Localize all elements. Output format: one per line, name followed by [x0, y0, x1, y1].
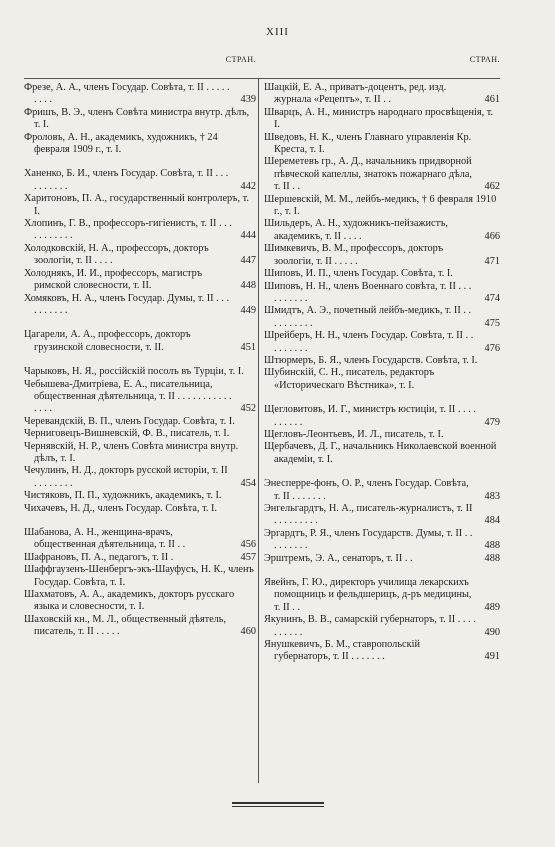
entry-text: Щербачевъ, Д. Г., начальникъ Николаевской военной академіи, т. I.: [264, 441, 497, 465]
index-entry: [24, 82, 256, 107]
entry-text: Эрштремъ, Э. А., сенаторъ, т. II . .: [264, 552, 413, 564]
left-col-header: СТРАН.: [225, 55, 256, 64]
entry-page-number: 483: [484, 490, 500, 502]
entry-text: Шимкевичъ, В. М., профессоръ, докторъ зоологіи, т. II . . . . .: [264, 243, 444, 267]
index-entry: [24, 218, 256, 243]
index-entry: [24, 329, 256, 354]
index-entry: [264, 553, 500, 565]
index-entry: [264, 503, 500, 528]
entry-page-number: 460: [240, 626, 256, 638]
entry-page-number: 461: [484, 94, 500, 106]
bottom-rule: [232, 802, 324, 804]
index-entry: [264, 156, 500, 193]
index-entry: [24, 293, 256, 318]
entry-gap: [264, 392, 500, 404]
entry-page-number: 488: [484, 552, 500, 564]
entry-page-number: 447: [240, 255, 256, 267]
index-entry: [24, 379, 256, 416]
index-entry: [24, 527, 256, 552]
index-entry: [24, 589, 256, 614]
entry-text: Шафрановъ, П. А., педагогъ, т. II .: [24, 551, 174, 563]
entry-text: Чебышева-Дмитріева, Е. А., писательница, общественная дѣятельница, т. II . . . . . . . . . . . . . . .: [24, 378, 232, 415]
entry-text: Чистяковъ, П. П., художникъ, академикъ, т. I.: [24, 490, 222, 502]
index-entry: [24, 503, 256, 515]
entry-text: Шахматовъ, А. А., академикъ, докторъ русскаго языка и словесности, т. I.: [24, 589, 235, 613]
entry-page-number: 489: [484, 601, 500, 613]
entry-page-number: 488: [484, 540, 500, 552]
entry-text: Шаховскій кн., М. Л., общественный дѣятель, писатель, т. II . . . . .: [24, 613, 227, 638]
entry-page-number: 474: [484, 292, 500, 304]
index-entry: [264, 305, 500, 330]
entry-page-number: 444: [240, 230, 256, 242]
index-entry: [24, 132, 256, 157]
entry-page-number: 484: [484, 515, 500, 527]
index-entry: [24, 193, 256, 218]
entry-text: Шабанова, А. Н., женщина-врачъ, общественная дѣятельница, т. II . .: [24, 527, 186, 551]
entry-page-number: 466: [484, 230, 500, 242]
index-entry: [264, 429, 500, 441]
entry-text: Ханенко, Б. И., членъ Государ. Совѣта, т. II . . . . . . . . . .: [24, 168, 229, 192]
entry-text: Штюрмеръ, Б. Я., членъ Государств. Совѣта, т. I.: [264, 354, 478, 366]
entry-text: Шереметевъ гр., А. Д., начальникъ придворной пѣвческой капеллы, знатокъ пожарнаго дѣла, т. II . .: [264, 156, 472, 193]
entry-page-number: 479: [484, 416, 500, 428]
index-entry: [264, 243, 500, 268]
entry-text: Шершевскій, М. М., лейбъ-медикъ, † 6 февраля 1910 г., т. I.: [264, 193, 497, 218]
index-entry: [24, 490, 256, 502]
entry-page-number: 451: [240, 341, 256, 353]
entry-gap: [24, 515, 256, 527]
index-entry: [264, 218, 500, 243]
entry-text: Фришъ, В. Э., членъ Совѣта министра внутр. дѣлъ, т. I.: [24, 106, 250, 131]
entry-text: Хомяковъ, Н. А., членъ Государ. Думы, т. II . . . . . . . . . .: [24, 292, 230, 316]
entry-text: Шацкій, Е. А., приватъ-доцентъ, ред. изд. журнала «Рецептъ», т. II . .: [264, 82, 447, 106]
entry-page-number: 462: [484, 181, 500, 193]
entry-text: Энгельгардтъ, Н. А., писатель-журналистъ, т. II . . . . . . . . .: [264, 503, 473, 527]
entry-page-number: 475: [484, 317, 500, 329]
entry-text: Шведовъ, Н. К., членъ Главнаго управленія Кр. Креста, т. I.: [264, 131, 472, 156]
index-entry: [264, 355, 500, 367]
entry-page-number: 454: [240, 477, 256, 489]
index-entry: [264, 281, 500, 306]
entry-page-number: 448: [240, 280, 256, 292]
index-entry: [264, 367, 500, 392]
index-entry: [264, 639, 500, 664]
entry-text: Энесперре-фонъ, О. Р., членъ Государ. Совѣта, т. II . . . . . . .: [264, 478, 469, 502]
entry-text: Шварцъ, А. Н., министръ народнаго просвѣщенія, т. I.: [264, 106, 494, 131]
entry-page-number: 452: [240, 403, 256, 415]
right-column: [264, 55, 500, 664]
entry-gap: [24, 156, 256, 168]
page-number: XIII: [266, 26, 289, 38]
entry-text: Щегловитовъ, И. Г., министръ юстиціи, т. II . . . . . . . . . .: [264, 404, 476, 428]
index-entry: [264, 478, 500, 503]
entry-text: Шубинскій, С. Н., писатель, редакторъ «Историческаго Вѣстника», т. I.: [264, 367, 435, 391]
index-entry: [24, 552, 256, 564]
entry-text: Харитоновъ, П. А., государственный контролеръ, т. I.: [24, 193, 249, 217]
entry-text: Чихачевъ, Н. Д., членъ Государ. Совѣта, т. I.: [24, 502, 218, 514]
right-col-header: СТРАН.: [469, 55, 500, 64]
entry-text: Шрейберъ, Н. Н., членъ Государ. Совѣта, т. II . . . . . . . . .: [264, 330, 474, 354]
entry-text: Якунинъ, В. В., самарскій губернаторъ, т. II . . . . . . . . . .: [264, 614, 476, 638]
index-entry: [264, 528, 500, 553]
bottom-rule-thin: [232, 806, 324, 807]
index-entry: [24, 366, 256, 378]
index-entry: [24, 441, 256, 466]
entry-page-number: 456: [240, 539, 256, 551]
index-entry: [24, 465, 256, 490]
entry-text: Янушкевичъ, Б. М., ставропольскій губернаторъ, т. II . . . . . . .: [264, 639, 420, 663]
entry-text: Холоднякъ, И. И., профессоръ, магистръ римской словесности, т. II.: [24, 267, 203, 292]
entry-page-number: 471: [484, 255, 500, 267]
index-entry: [24, 564, 256, 589]
column-divider: [258, 78, 259, 783]
entry-gap: [24, 317, 256, 329]
entry-text: Чарыковъ, Н. Я., россійскій посолъ въ Турціи, т. I.: [24, 366, 244, 378]
index-entry: [264, 614, 500, 639]
entry-page-number: 491: [484, 651, 500, 663]
entry-text: Шаффгаузенъ-Шенбергъ-экъ-Шауфусъ, Н. К., членъ Государ. Совѣта, т. I.: [24, 564, 254, 588]
index-entry: [24, 168, 256, 193]
index-entry: [24, 416, 256, 428]
index-entry: [24, 614, 256, 639]
entry-text: Чечулинъ, Н. Д., докторъ русской исторіи, т. II . . . . . . . .: [24, 465, 228, 489]
index-entry: [264, 194, 500, 219]
entry-text: Чернявскій, Н. Р., членъ Совѣта министра внутр. дѣлъ, т. I.: [24, 440, 239, 464]
entry-text: Шиповъ, Н. Н., членъ Военнаго совѣта, т. II . . . . . . . . . .: [264, 280, 472, 304]
entry-page-number: 449: [240, 304, 256, 316]
entry-text: Холодковскій, Н. А., профессоръ, докторъ зоологіи, т. II . . . .: [24, 242, 209, 267]
index-entry: [24, 243, 256, 268]
entry-text: Шиповъ, И. П., членъ Государ. Совѣта, т. I.: [264, 268, 453, 280]
entry-text: Шмидтъ, А. Э., почетный лейбъ-медикъ, т. II . . . . . . . . . .: [264, 305, 472, 329]
index-entry: [264, 577, 500, 614]
entry-text: Шильдеръ, А. Н., художникъ-пейзажистъ, академикъ, т. II . . . .: [264, 218, 449, 242]
entry-page-number: 442: [240, 180, 256, 192]
entry-page-number: 457: [240, 551, 256, 563]
left-column: [24, 55, 256, 639]
index-entry: [264, 268, 500, 280]
entry-page-number: 439: [240, 94, 256, 106]
index-entry: [264, 132, 500, 157]
index-entry: [264, 330, 500, 355]
entry-text: Фроловъ, А. Н., академикъ, художникъ, † 24 февраля 1909 г., т. I.: [24, 131, 218, 156]
index-entry: [24, 428, 256, 440]
entry-text: Цагарели, А. А., профессоръ, докторъ грузинской словесности, т. II.: [24, 329, 191, 353]
index-entry: [264, 82, 500, 107]
entry-gap: [24, 354, 256, 366]
entry-text: Щегловъ-Леонтьевъ, И. Л., писатель, т. I.: [264, 428, 444, 440]
index-entry: [264, 107, 500, 132]
entry-text: Фрезе, А. А., членъ Государ. Совѣта, т. II . . . . . . . . .: [24, 82, 230, 106]
entry-text: Хлопинъ, Г. В., профессоръ-гигіенистъ, т. II . . . . . . . . . . .: [24, 218, 232, 242]
index-entry: [264, 404, 500, 429]
entry-gap: [264, 565, 500, 577]
index-entry: [264, 441, 500, 466]
entry-text: Черниговецъ-Вишневскій, Ф. В., писатель, т. I.: [24, 428, 230, 440]
entry-gap: [264, 466, 500, 478]
entry-page-number: 476: [484, 342, 500, 354]
entry-page-number: 490: [484, 626, 500, 638]
index-entry: [24, 107, 256, 132]
entry-text: Явейнъ, Г. Ю., директоръ училища лекарскихъ помощницъ и фельдшерицъ, д-ръ медицины, т. II . .: [264, 577, 472, 613]
entry-text: Черевандскій, В. П., членъ Государ. Совѣта, т. I.: [24, 415, 235, 427]
index-entry: [24, 268, 256, 293]
entry-text: Эргардтъ, Р. Я., членъ Государств. Думы, т. II . . . . . . . . .: [264, 527, 473, 552]
